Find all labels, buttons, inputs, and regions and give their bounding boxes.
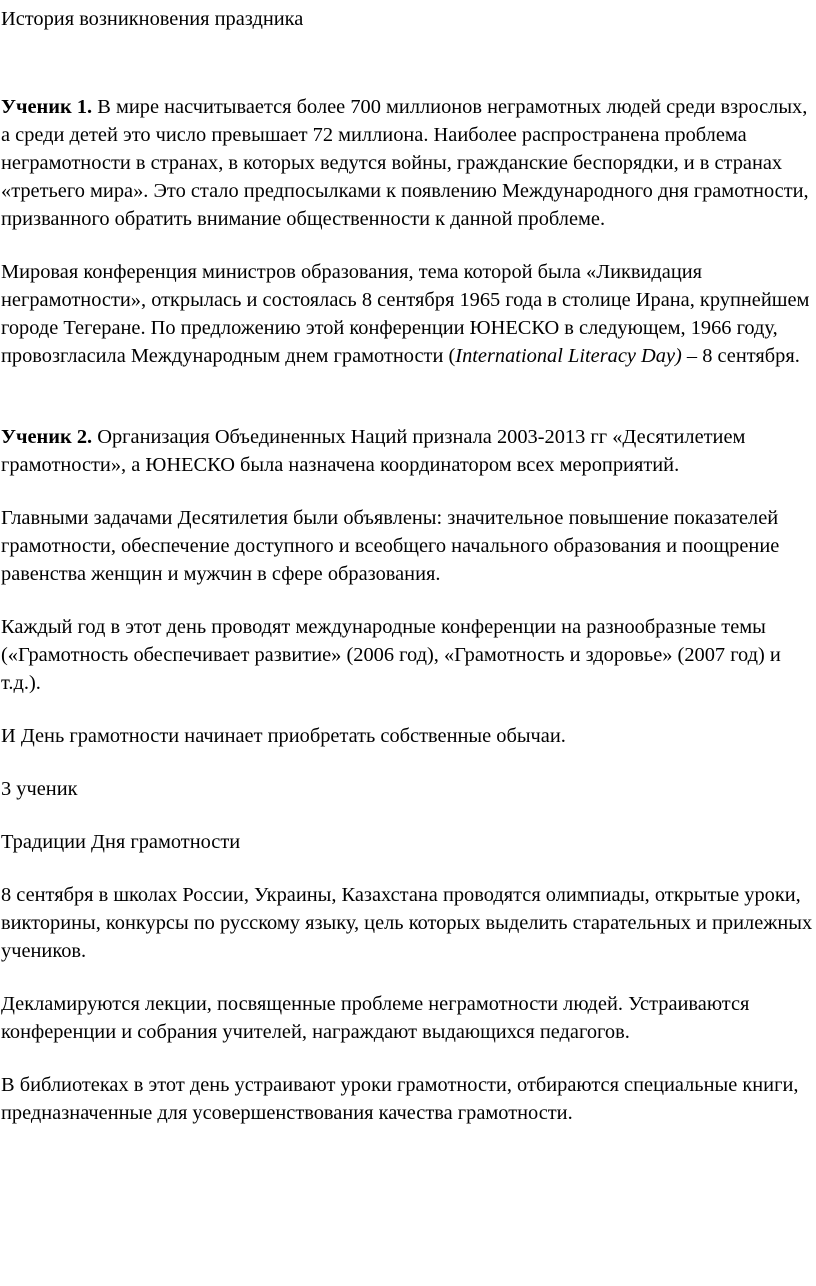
spacer: [1, 479, 816, 504]
spacer: [1, 370, 816, 423]
student3-paragraph-3: В библиотеках в этот день устраивают уроки грамотности, отбираются специальные книги, предназначенные для усовершенствования качества грамотности.: [1, 1074, 799, 1124]
spacer: [1, 750, 816, 775]
spacer: [1, 588, 816, 613]
student2-paragraph-2: Главными задачами Десятилетия были объявлены: значительное повышение показателей грамотности, обеспечение доступного и всеобщего начального образования и поощрение равенства женщин и мужчин в сфере образования.: [1, 507, 780, 585]
student1-paragraph-1-text: В мире насчитывается более 700 миллионов неграмотных людей среди взрослых, а среди детей это число превышает 72 миллиона. Наиболее распространена проблема неграмотности в странах, в которых ведутся войны, гражданские беспорядки, и в странах «третьего мира». Это стало предпосылками к появлению Международного дня грамотности, призванного обратить внимание общественности к данной проблеме.: [1, 96, 809, 230]
document-title: История возникновения праздника: [1, 8, 304, 30]
spacer: [1, 965, 816, 990]
student3-paragraph-1: 8 сентября в школах России, Украины, Казахстана проводятся олимпиады, открытые уроки, викторины, конкурсы по русскому языку, цель которых выделить старательных и прилежных учеников.: [1, 884, 813, 962]
student3-heading: Традиции Дня грамотности: [1, 831, 241, 853]
student3-paragraph-2: Декламируются лекции, посвященные проблеме неграмотности людей. Устраиваются конференции и собрания учителей, награждают выдающихся педагогов.: [1, 993, 750, 1043]
spacer: [1, 1046, 816, 1071]
student1-paragraph-2-start: Мировая конференция министров образования, тема которой была «Ликвидация неграмотности», открылась и состоялась 8 сентября 1965 года в столице Ирана, крупнейшем городе Тегеране. По предложению этой конференции ЮНЕСКО в следующем, 1966 году, провозгласила Международным днем грамотности (: [1, 261, 810, 367]
student2-paragraph-4: И День грамотности начинает приобретать собственные обычаи.: [1, 725, 566, 747]
spacer: [1, 233, 816, 258]
spacer: [1, 803, 816, 828]
student2-paragraph-1-text: Организация Объединенных Наций признала 2003-2013 гг «Десятилетием грамотности», а ЮНЕСКО была назначена координатором всех мероприятий.: [1, 426, 746, 476]
spacer: [1, 697, 816, 722]
student2-paragraph-1: [1, 423, 816, 479]
student2-paragraph-3: Каждый год в этот день проводят международные конференции на разнообразные темы («Грамотность обеспечивает развитие» (2006 год), «Грамотность и здоровье» (2007 год) и т.д.).: [1, 616, 781, 694]
student1-paragraph-2-italic: International Literacy Day): [455, 345, 682, 367]
spacer: [1, 856, 816, 881]
spacer: [1, 33, 816, 93]
student1-paragraph-1: [1, 93, 816, 233]
student2-label: Ученик 2.: [1, 426, 93, 448]
student1-paragraph-2: [1, 258, 816, 370]
student3-label: 3 ученик: [1, 778, 78, 800]
student1-label: Ученик 1.: [1, 96, 93, 118]
student1-paragraph-2-end: – 8 сентября.: [681, 345, 800, 367]
